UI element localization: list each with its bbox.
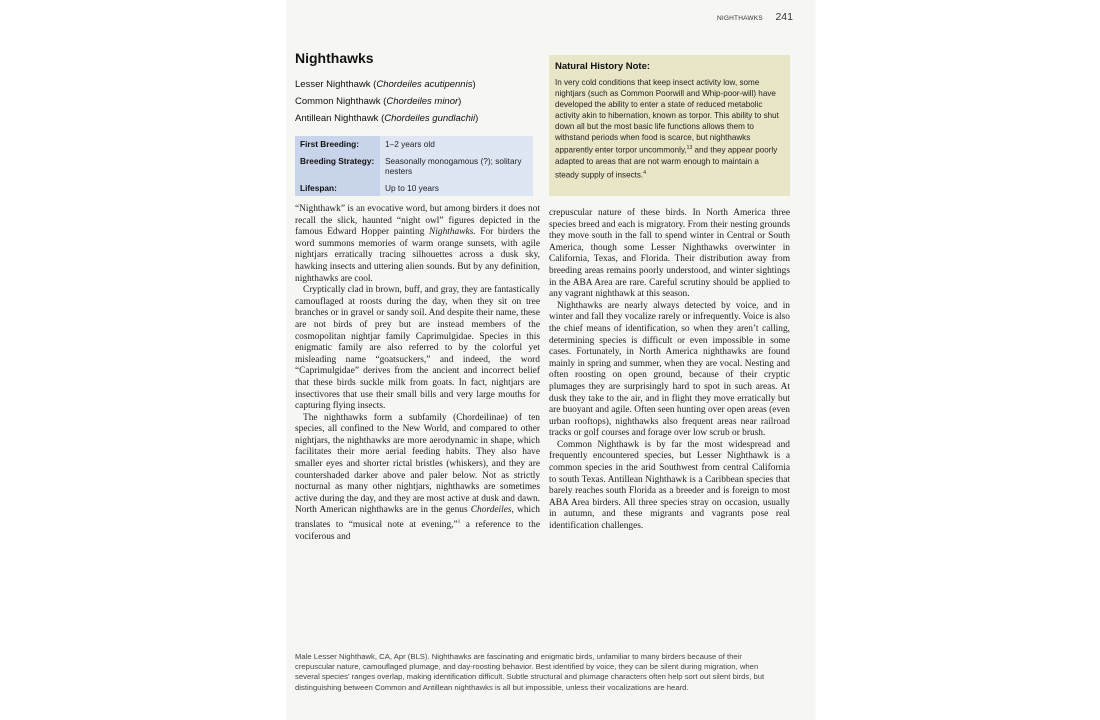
right-column — [549, 55, 790, 533]
paragraph: Cryptically clad in brown, buff, and gray, they are fantastically camouflaged at roosts during the day, when they sit on tree branches or in gravel or sandy soil. And despite their name, these are not birds of prey but are instead members of the cosmopolitan nightjar family Caprimulgidae. Species in this enigmatic family are also referred to by the colorful yet misleading name “goatsuckers,” and indeed, the word “Caprimulgidae” derives from the ancient and incorrect belief that these birds suckle milk from goats. In fact, nightjars are insectivores that use their small bills and very large mouths for capturing flying insects. — [295, 285, 540, 412]
footnote-ref: 4 — [643, 169, 646, 176]
running-head — [717, 11, 793, 23]
facts-label: First Breeding: — [295, 136, 380, 153]
left-body-text — [295, 204, 540, 543]
species-line — [295, 96, 540, 107]
book-page — [287, 0, 815, 720]
species-scientific-name: Chordeiles acutipennis — [376, 79, 473, 90]
species-paren-open: ( — [370, 79, 377, 90]
facts-value: Up to 10 years — [380, 180, 533, 197]
species-common-name: Antillean Nighthawk — [295, 113, 379, 124]
species-paren-close: ) — [472, 79, 476, 90]
facts-row-breeding-strategy — [295, 153, 533, 180]
species-paren-close: ) — [458, 96, 462, 107]
species-common-name: Common Nighthawk — [295, 96, 381, 107]
text-run: In very cold conditions that keep insect activity low, some nightjars (such as Common Poorwill and Whip-poor-will) have developed the ability to enter a state of reduced metabolic activity akin to hibernation, known as torpor. This ability to shut down all but the most basic life functions allows them to withstand periods when food is scarce, but nighthawks apparently enter torpor uncommonly, — [555, 78, 779, 156]
text-run: which translates to “musical note at evening,” — [295, 505, 540, 531]
page-title: Nighthawks — [295, 50, 374, 66]
natural-history-note — [549, 55, 790, 196]
page-number: 241 — [775, 11, 793, 23]
facts-label: Lifespan: — [295, 180, 380, 197]
species-paren-open: ( — [378, 113, 385, 124]
species-paren-open: ( — [380, 96, 387, 107]
species-line — [295, 79, 540, 90]
species-paren-close: ) — [475, 113, 479, 124]
text-run: For birders the word summons memories of warm orange sunsets, with agile nightjars erratically tracing silhouettes across a dusk sky, hawking insects and uttering alien sounds. But by any definition, nighthawks are cool. — [295, 227, 540, 284]
right-body-text — [549, 208, 790, 533]
paragraph — [295, 204, 540, 285]
left-column — [295, 50, 540, 543]
note-title: Natural History Note: — [555, 61, 651, 72]
paragraph: crepuscular nature of these birds. In North America three species breed and each is migratory. From their nesting grounds they move south in the fall to spend winter in Central or South America, though some Lesser Nighthawks overwinter in California, Texas, and Florida. Their distribution away from breeding areas remains poorly understood, and winter sightings in the ABA Area are rare. Careful scrutiny should be applied to any vagrant nighthawk at this season. — [549, 208, 790, 300]
text-run: The nighthawks form a subfamily (Chordeilinae) of ten species, all confined to the New World, and compared to other nightjars, the nighthawks are more aerodynamic in shape, which facilitates their more aerial feeding habits. They also have smaller eyes and shorter rictal bristles (whiskers), and they are countershaded darker above and paler below. Not as strictly nocturnal as many other nightjars, nighthawks are sometimes active during the day, and they are most active at dusk and dawn. North American nighthawks are in the genus — [295, 412, 540, 516]
facts-row-lifespan — [295, 180, 533, 197]
running-head-section: NIGHTHAWKS — [717, 15, 763, 22]
text-run: and they appear poorly adapted to areas that are not warm enough to maintain a steady supply of insects. — [555, 146, 778, 180]
paragraph: Common Nighthawk is by far the most widespread and frequently encountered species, but Lesser Nighthawk is a common species in the arid Southwest from central California to south Texas. Antillean Nighthawk is a Caribbean species that barely reaches south Florida as a breeder and is foreign to most ABA Area birders. All three species stray on occasion, usually in autumn, and these migrants and vagrants pose real identification challenges. — [549, 439, 790, 532]
facts-table — [295, 136, 533, 196]
text-run: a reference to the vociferous and — [295, 520, 541, 542]
italic-genus: Chordeiles, — [470, 505, 514, 516]
species-scientific-name: Chordeiles minor — [386, 96, 459, 107]
paragraph: Nighthawks are nearly always detected by voice, and in winter and fall they vocalize rarely or infrequently. Voice is also the chief means of identification, so when they aren’t calling, determining species is difficult or even impossible in some cases. Fortunately, in North America nighthawks are found mainly in spring and summer, when they are vocal. Nesting and often roosting on open ground, because of their cryptic plumages they are surprisingly hard to spot in such areas. At dusk they take to the air, and in flight they move erratically but are buoyant and agile. Often seen hunting over open areas (even urban rooftops), nighthawks also frequent areas near railroad tracks or golf courses and forage over low scrub or brush. — [549, 300, 790, 439]
footnote-ref: 1 — [457, 520, 461, 526]
note-text — [555, 78, 784, 182]
facts-value: Seasonally monogamous (?); solitary nesters — [380, 153, 533, 180]
facts-label: Breeding Strategy: — [295, 153, 380, 180]
species-common-name: Lesser Nighthawk — [295, 79, 371, 90]
facts-value: 1–2 years old — [380, 136, 533, 153]
species-scientific-name: Chordeiles gundlachii — [384, 113, 476, 124]
facts-row-first-breeding — [295, 136, 533, 153]
photo-caption: Male Lesser Nighthawk, CA, Apr (BLS). Nighthawks are fascinating and enigmatic birds, unfamiliar to many birders because of their crepuscular nature, camouflaged plumage, and day-roosting behavior. Best identified by voice, they can be silent during migration, when several species’ ranges overlap, making identification difficult. Subtle structural and plumage characters often help sort out silent birds, but distinguishing between Common and Antillean nighthawks is all but impossible, unless their vocalizations are heard. — [295, 652, 765, 692]
species-line — [295, 113, 540, 124]
text-run: “Nighthawk” is an evocative word, but among birders it does not recall the slick, haunted “night owl” figures depicted in the famous Edward Hopper painting — [295, 204, 540, 238]
footnote-ref: 13 — [686, 145, 693, 152]
paragraph — [295, 413, 540, 544]
italic-title: Nighthawks. — [429, 227, 476, 238]
